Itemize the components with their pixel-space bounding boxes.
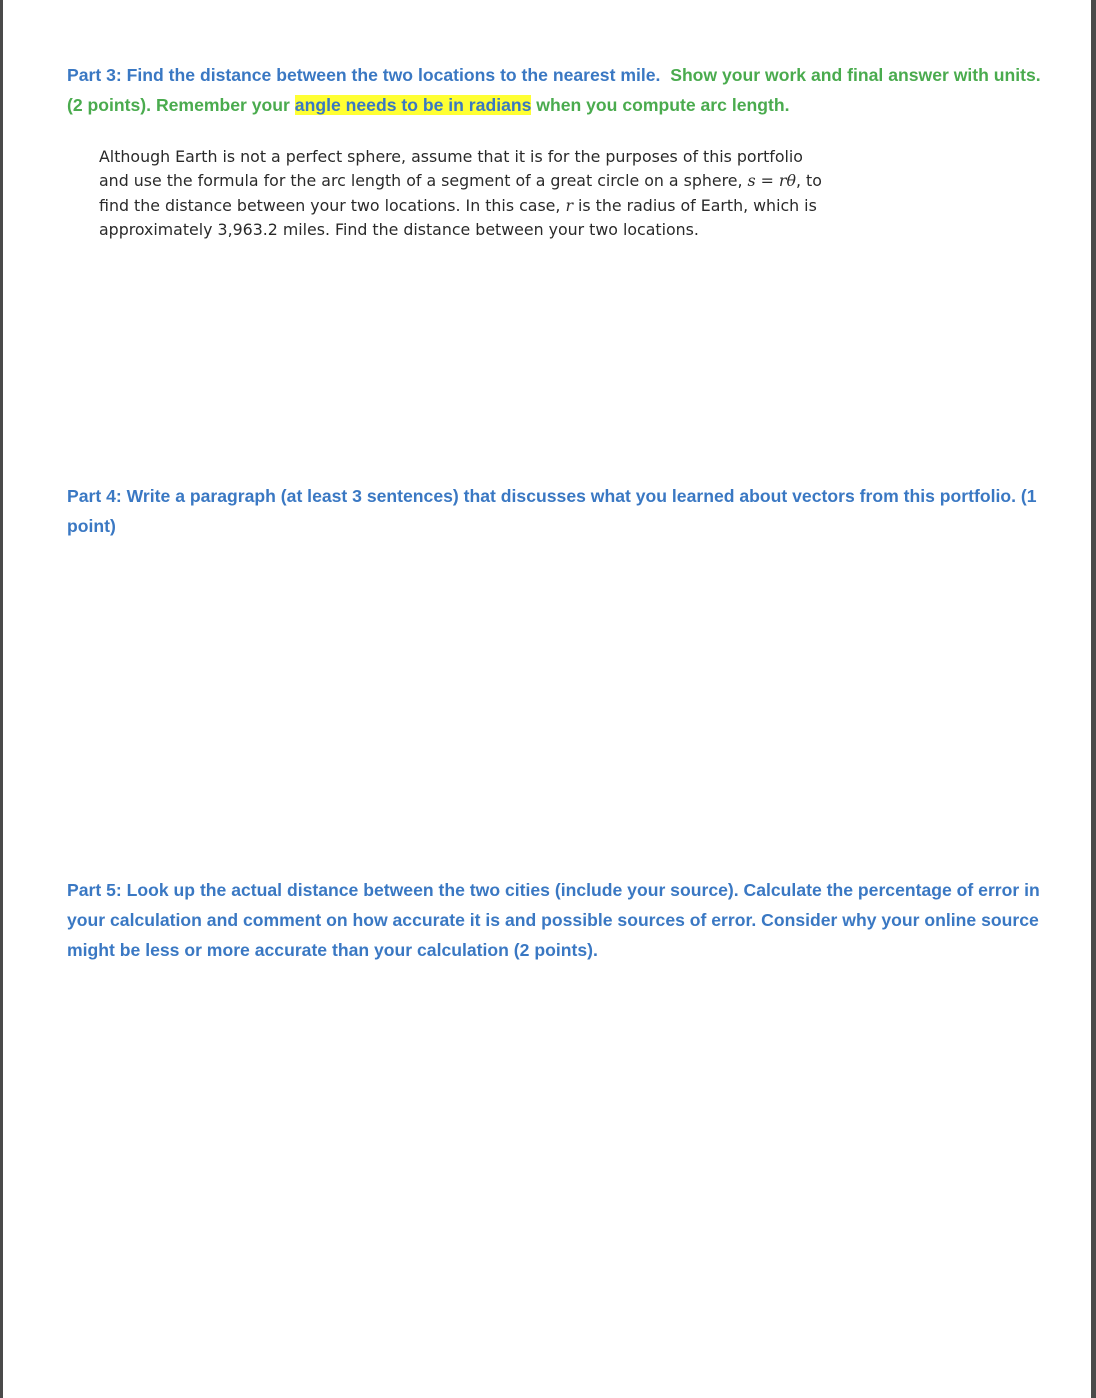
part3-instructions: Show your work and final answer with units. (2 points). Remember your (67, 65, 1041, 115)
part3-answer-area[interactable] (67, 280, 1042, 470)
window-frame-right (1091, 0, 1096, 1398)
part4-heading: Part 4: Write a paragraph (at least 3 sentences) that discusses what you learned about vectors from this portfolio. (1 point) (67, 486, 1037, 536)
part3-heading (67, 60, 1042, 120)
textbook-excerpt (99, 145, 824, 243)
document-page (3, 0, 1091, 1398)
excerpt-text-2: , to find the distance between your two locations. In this case, (99, 171, 822, 215)
part3-title: Part 3: Find the distance between the two locations to the nearest mile. (67, 65, 661, 85)
radius-variable: r (565, 195, 574, 215)
excerpt-text-3: is the radius of Earth, which is approximately 3,963.2 miles. Find the distance between your two locations. (99, 195, 817, 240)
part3-instructions-end: when you compute arc length. (536, 95, 790, 115)
excerpt-text-1: Although Earth is not a perfect sphere, assume that it is for the purposes of this portfolio and use the formula for the arc length of a segment of a great circle on a sphere, (99, 147, 803, 191)
part5-answer-area[interactable] (67, 980, 1042, 1380)
part4-answer-area[interactable] (67, 560, 1042, 860)
part5-heading: Part 5: Look up the actual distance between the two cities (include your source). Calculate the percentage of error in your calculation and comment on how accurate it is and possible sources of error. Consider why your online source might be less or more accurate than your calculation (2 points). (67, 880, 1040, 960)
arc-length-formula: s = rθ (747, 171, 796, 191)
part3-highlight: angle needs to be in radians (294, 95, 532, 115)
